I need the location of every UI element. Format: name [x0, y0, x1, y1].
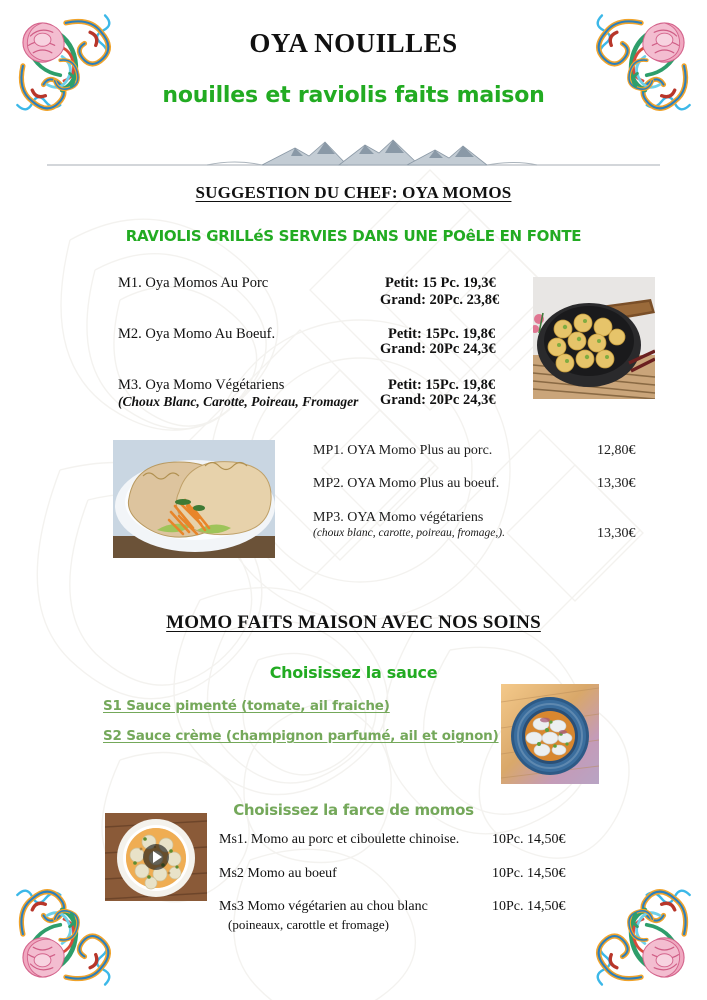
chef-suggestion-heading	[0, 183, 707, 203]
menu-item-price: Petit: 15Pc. 19,8€	[388, 326, 496, 342]
menu-item-name: M1. Oya Momos Au Porc	[118, 275, 269, 291]
lotus-scroll-corner-ornament	[587, 880, 699, 992]
sauce-option[interactable]: S1 Sauce pimenté (tomate, ail fraiche)	[103, 698, 390, 714]
menu-item-name: M2. Oya Momo Au Boeuf.	[118, 326, 276, 342]
menu-item-price: 10Pc. 14,50€	[492, 832, 566, 847]
menu-item-price: 13,30€	[597, 526, 636, 541]
menu-item-price: Petit: 15Pc. 19,8€	[388, 377, 496, 393]
menu-item-description: (choux blanc, carotte, poireau, fromage,).	[313, 527, 505, 539]
sauce-option[interactable]: S2 Sauce crème (champignon parfumé, ail et oignon)	[103, 728, 499, 744]
sauce-heading: Choisissez la sauce	[269, 663, 438, 682]
mountain-range-divider	[47, 136, 660, 172]
farce-heading: Choisissez la farce de momos	[233, 801, 474, 819]
menu-item-name: M3. Oya Momo Végétariens	[118, 377, 285, 393]
lotus-scroll-corner-ornament	[8, 8, 120, 120]
menu-item-name: MP1. OYA Momo Plus au porc.	[313, 443, 493, 458]
lotus-scroll-corner-ornament	[587, 8, 699, 120]
maison-heading-text: MOMO FAITS MAISON AVEC NOS SOINS	[166, 612, 541, 633]
menu-item-price: 10Pc. 14,50€	[492, 899, 566, 914]
menu-item-price: 12,80€	[597, 443, 636, 458]
menu-item-price: Petit: 15 Pc. 19,3€	[385, 275, 496, 291]
menu-item-price: 10Pc. 14,50€	[492, 866, 566, 881]
menu-item-price: Grand: 20Pc 24,3€	[380, 392, 496, 408]
lotus-scroll-corner-ornament	[8, 880, 120, 992]
menu-item-name: Ms3 Momo végétarien au chou blanc	[219, 899, 428, 914]
menu-item-description: (Choux Blanc, Carotte, Poireau, Fromager	[118, 394, 359, 409]
menu-item-name: MP3. OYA Momo végétariens	[313, 510, 484, 525]
page-title: OYA NOUILLES	[249, 28, 458, 58]
raviolis-subheading: RAVIOLIS GRILLéS SERVIES DANS UNE POêLE EN FONTE	[125, 227, 582, 245]
menu-item-name: MP2. OYA Momo Plus au boeuf.	[313, 476, 500, 491]
menu-item-price: 13,30€	[597, 476, 636, 491]
maison-heading	[0, 612, 707, 634]
menu-item-price: Grand: 20Pc. 23,8€	[380, 292, 500, 308]
menu-item-description: (poineaux, carottle et fromage)	[228, 917, 389, 932]
menu-item-price: Grand: 20Pc 24,3€	[380, 341, 496, 357]
menu-item-name: Ms1. Momo au porc et ciboulette chinoise.	[219, 832, 460, 847]
chef-suggestion-heading-text: SUGGESTION DU CHEF: OYA MOMOS	[195, 183, 512, 202]
menu-item-name: Ms2 Momo au boeuf	[219, 866, 337, 881]
page-subtitle: nouilles et raviolis faits maison	[162, 83, 545, 108]
